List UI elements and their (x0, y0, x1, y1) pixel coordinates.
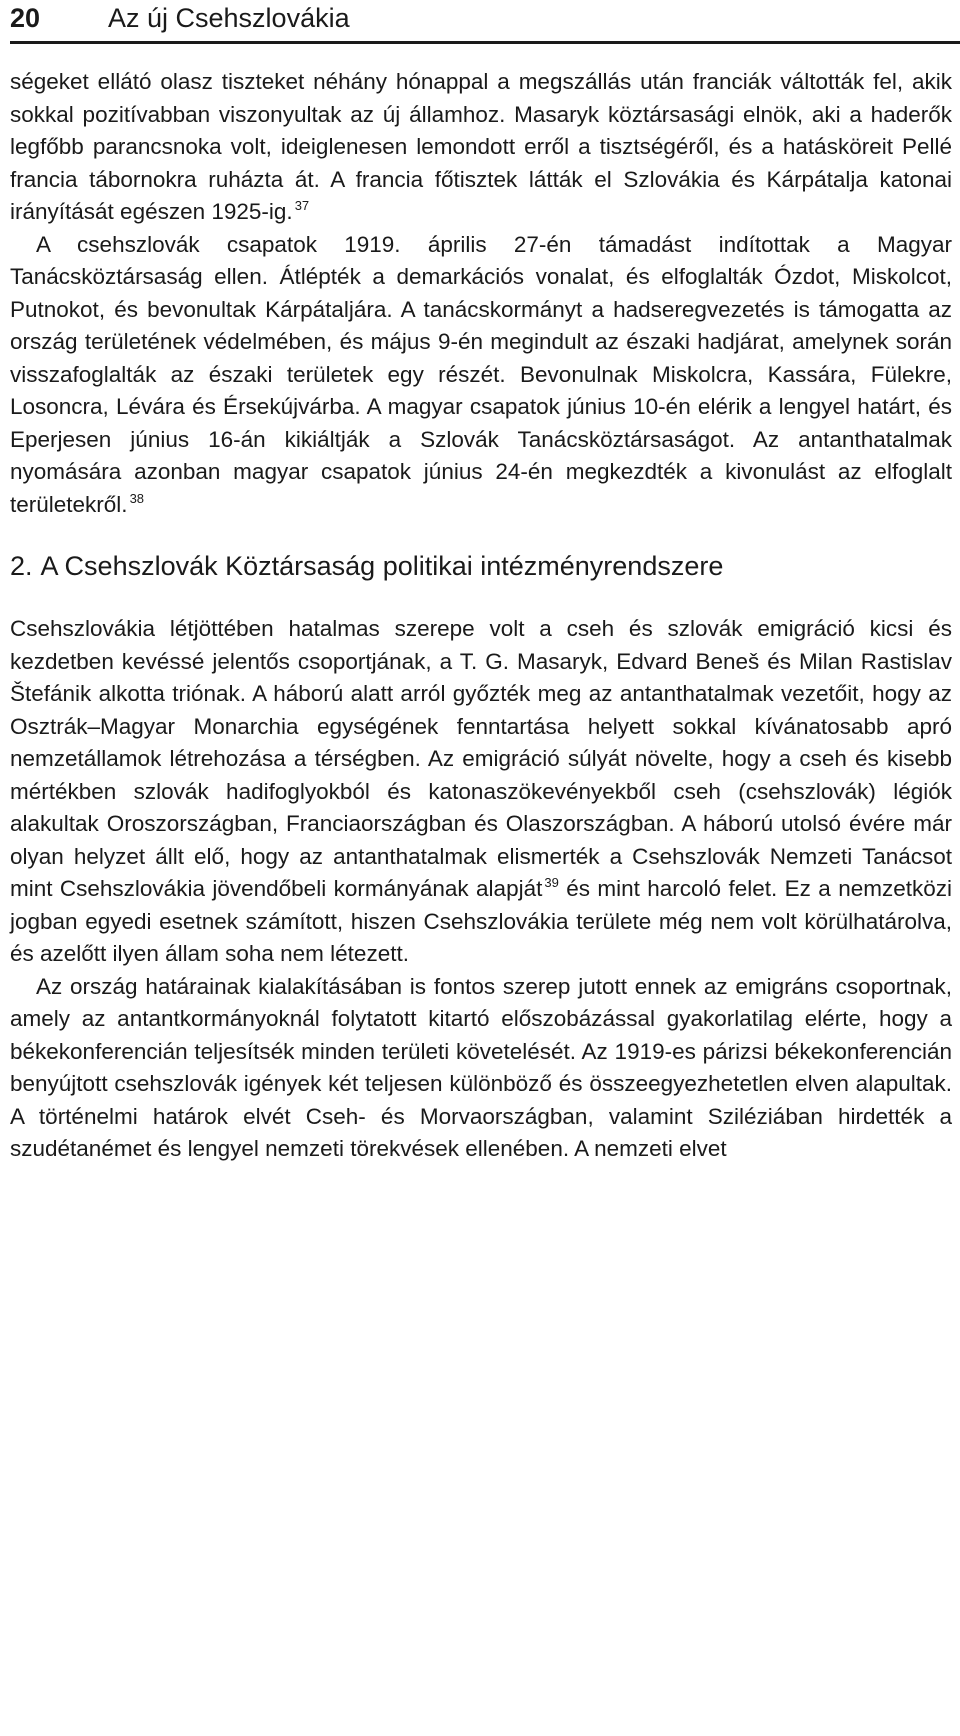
paragraph-3-text-b: és mint harcoló felet. Ez a nemzetközi jogban egyedi esetnek számított, hiszen Csehszlovákia területe még nem volt körülhatárolva, és azelőtt ilyen állam soha nem létezett. (10, 876, 952, 966)
footnote-ref-39[interactable]: 39 (544, 875, 559, 890)
page-header (10, 0, 960, 44)
paragraph-3 (10, 613, 952, 971)
section-number: 2. (10, 551, 33, 581)
section-heading (10, 549, 952, 583)
footnote-ref-37[interactable]: 37 (294, 198, 310, 213)
paragraph-4-text: Az ország határainak kialakításában is fontos szerep jutott ennek az emigráns csoportnak, amely az antantkormányoknál folytatott kitartó előszobázással gyakorlatilag elérte, hogy a békekonferencián teljesítsék minden területi követelését. Az 1919-es párizsi békekonferencián benyújtott csehszlovák igények két teljesen különböző és összeegyezhetetlen elven alapultak. A történelmi határok elvét Cseh- és Morvaországban, valamint Sziléziában hirdették a szudétanémet és lengyel nemzeti törekvések ellenében. A nemzeti elvet (10, 973, 952, 1161)
paragraph-2 (10, 229, 952, 522)
paragraph-2-text: A csehszlovák csapatok 1919. április 27-én támadást indítottak a Magyar Tanácsköztársaság ellen. Átlépték a demarkációs vonalat, és elfoglalták Ózdot, Miskolcot, Putnokot, és bevonultak Kárpátaljára. A tanácskormányt a hadseregvezetés is támogatta az ország területének védelmében, és május 9-én megindult az északi hadjárat, amelynek során visszafoglalták az északi területek egy részét. Bevonulnak Miskolcra, Kassára, Fülekre, Losoncra, Lévára és Érsekújvárba. A magyar csapatok június 10-én elérik a lengyel határt, és Eperjesen június 16-án kikiáltják a Szlovák Tanácsköztársaságot. Az antanthatalmak nyomására azonban magyar csapatok június 24-én megkezdték a kivonulást az elfoglalt területekről. (10, 231, 952, 517)
footnote-ref-38[interactable]: 38 (129, 490, 145, 506)
paragraph-1-text: ségeket ellátó olasz tiszteket néhány hónappal a megszállás után franciák váltották fel, akik sokkal pozitívabban viszonyultak az új államhoz. Masaryk köztársasági elnök, aki a haderők legfőbb parancsnoka volt, ideiglenesen lemondott erről a tisztségéről, és a hatásköreit Pellé francia tábornokra ruházta át. A francia főtisztek látták el Szlovákia és Kárpátalja katonai irányítását egészen 1925-ig. (10, 69, 952, 224)
paragraph-1 (10, 66, 952, 229)
paragraph-4 (10, 971, 952, 1166)
section-title: A Csehszlovák Köztársaság politikai intézményrendszere (40, 551, 724, 581)
header-rule (10, 41, 960, 44)
paragraph-3-text-a: Csehszlovákia létjöttében hatalmas szerepe volt a cseh és szlovák emigráció kicsi és kezdetben kevéssé jelentős csoportjának, a T. G. Masaryk, Edvard Beneš és Milan Rastislav Štefánik alkotta triónak. A háború alatt arról győzték meg az antanthatalmak vezetőit, hogy az Osztrák–Magyar Monarchia egységének fenntartása helyett sokkal kívánatosabb apró nemzetállamok létrehozása a térségben. Az emigráció súlyát növelte, hogy a cseh és kisebb mértékben szlovák hadifoglyokból és katonaszökevényekből cseh (csehszlovák) légiók alakultak Oroszországban, Franciaországban és Olaszországban. A háború utolsó évére már olyan helyzet állt elő, hogy az antanthatalmak elismerték a Csehszlovák Nemzeti Tanácsot mint Csehszlovákia jövendőbeli kormányának alapját (10, 616, 952, 901)
body-text (10, 66, 952, 1166)
running-title: Az új Csehszlovákia (108, 3, 350, 33)
page-number: 20 (10, 3, 41, 33)
